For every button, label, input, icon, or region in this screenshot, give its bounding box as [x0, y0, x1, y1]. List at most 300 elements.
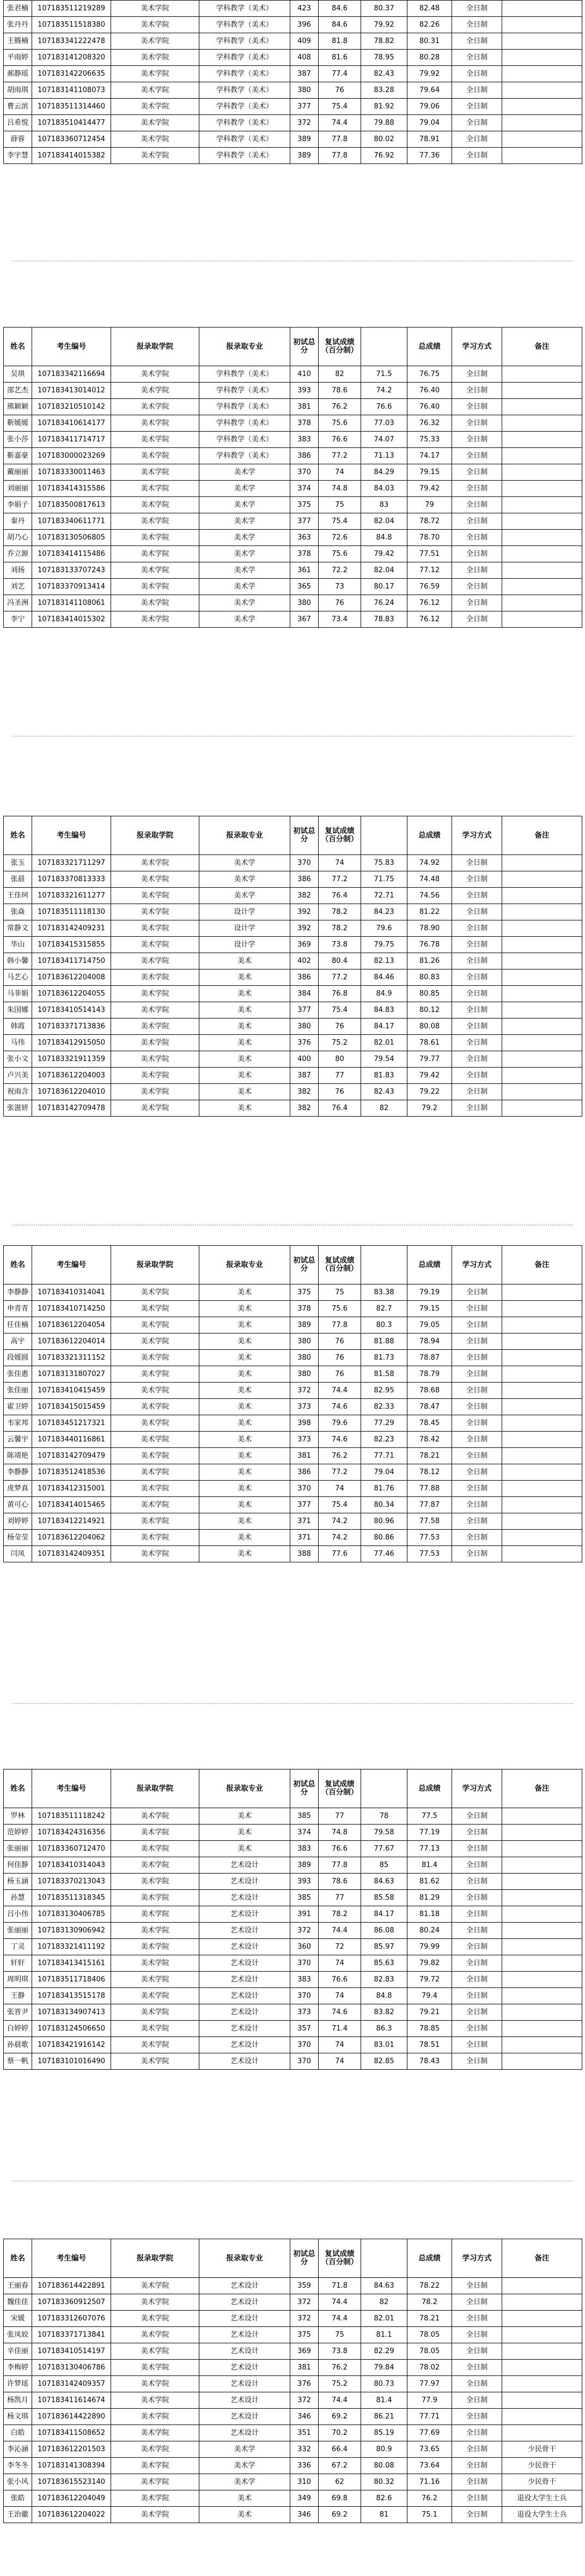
table-cell: 靳嘉豪: [4, 448, 32, 464]
table-row: [4, 953, 582, 969]
table-cell: 全日制: [452, 937, 502, 953]
table-cell: [502, 2021, 582, 2037]
table-cell: 77.8: [319, 1857, 361, 1874]
table-cell: 美术学: [199, 464, 290, 481]
table-cell: 78.45: [407, 1415, 452, 1432]
table-cell: 81: [361, 2507, 407, 2523]
score-table-section-3: [3, 816, 582, 1117]
table-cell: 378: [290, 415, 319, 432]
table-cell: 全日制: [452, 2425, 502, 2441]
table-cell: 77.19: [407, 1825, 452, 1841]
table-cell: 少民骨干: [502, 2441, 582, 2458]
table-cell: 胡乃心: [4, 530, 32, 546]
table-cell: 全日制: [452, 1988, 502, 2004]
table-cell: 刘扬: [4, 562, 32, 579]
table-cell: 美术学院: [111, 2327, 199, 2343]
table-cell: 82.04: [361, 513, 407, 530]
table-cell: [502, 2053, 582, 2070]
table-cell: 杨凯月: [4, 2392, 32, 2409]
header-cell: 姓名: [4, 1769, 32, 1808]
table-row: [4, 1841, 582, 1857]
table-cell: 美术: [199, 1825, 290, 1841]
table-cell: 380: [290, 1334, 319, 1350]
score-table-section-6: [3, 2239, 582, 2523]
score-table-section-1: [3, 0, 582, 164]
table-cell: 107183130406785: [32, 1906, 111, 1923]
table-cell: 美术学院: [111, 2376, 199, 2392]
table-cell: 全日制: [452, 1100, 502, 1117]
header-cell: 总成绩: [407, 1769, 452, 1808]
table-cell: [502, 1, 582, 17]
table-cell: 370: [290, 464, 319, 481]
table-cell: 77: [319, 1068, 361, 1084]
table-cell: 107183130406786: [32, 2360, 111, 2376]
table-cell: 张玉: [4, 855, 32, 871]
table-cell: 82: [361, 1100, 407, 1117]
table-cell: 曹云滨: [4, 99, 32, 115]
table-cell: 美术学院: [111, 448, 199, 464]
table-cell: [502, 1890, 582, 1906]
table-cell: 74.4: [319, 115, 361, 131]
table-cell: 82.23: [361, 1432, 407, 1448]
table-row: [4, 2425, 582, 2441]
table-cell: 少民骨干: [502, 2458, 582, 2474]
table-cell: 107183360912507: [32, 2294, 111, 2311]
table-cell: 学科教学（美术）: [199, 366, 290, 383]
table-cell: 魏佳佳: [4, 2294, 32, 2311]
table-cell: [502, 1988, 582, 2004]
table-cell: 78.47: [407, 1399, 452, 1415]
table-cell: 107183612204003: [32, 1068, 111, 1084]
table-cell: 373: [290, 1432, 319, 1448]
table-cell: 学科教学（美术）: [199, 82, 290, 99]
table-cell: 范婷婷: [4, 1825, 32, 1841]
table-cell: 107183370913414: [32, 579, 111, 595]
table-cell: [502, 99, 582, 115]
table-cell: 79.54: [361, 1051, 407, 1068]
table-cell: 美术学院: [111, 1366, 199, 1383]
table-cell: 107183410614177: [32, 415, 111, 432]
table-cell: 美术学: [199, 2458, 290, 2474]
table-cell: 392: [290, 920, 319, 937]
table-cell: 78.90: [407, 920, 452, 937]
table-cell: [502, 481, 582, 497]
table-cell: 全日制: [452, 2458, 502, 2474]
table-cell: 376: [290, 2376, 319, 2392]
table-cell: 84.63: [361, 1874, 407, 1890]
table-cell: 71.75: [361, 871, 407, 888]
table-cell: 美术学院: [111, 2053, 199, 2070]
table-cell: 美术: [199, 1051, 290, 1068]
table-cell: 80.9: [361, 2441, 407, 2458]
table-cell: 美术学院: [111, 17, 199, 33]
table-cell: 艺术设计: [199, 1988, 290, 2004]
table-cell: 73.8: [319, 2343, 361, 2360]
table-cell: 全日制: [452, 1432, 502, 1448]
table-cell: 73.65: [407, 2441, 452, 2458]
table-cell: 张佳惠: [4, 1366, 32, 1383]
table-cell: 78.91: [407, 131, 452, 148]
table-cell: 美术学院: [111, 1448, 199, 1464]
table-cell: 76.8: [319, 986, 361, 1002]
table-cell: 393: [290, 383, 319, 399]
table-cell: 美术学院: [111, 399, 199, 415]
table-cell: 全日制: [452, 1002, 502, 1019]
table-cell: 77.71: [361, 1448, 407, 1464]
table-cell: 艺术设计: [199, 2294, 290, 2311]
table-cell: 美术学院: [111, 33, 199, 50]
table-cell: [502, 1415, 582, 1432]
header-cell: 复试成绩（百分制）: [319, 2239, 361, 2278]
table-cell: 107183371713841: [32, 2327, 111, 2343]
table-row: [4, 611, 582, 628]
table-cell: 107183511318345: [32, 1890, 111, 1906]
table-cell: 346: [290, 2507, 319, 2523]
table-cell: 83.38: [361, 1284, 407, 1301]
table-cell: 107183141308394: [32, 2458, 111, 2474]
table-cell: 74.17: [407, 448, 452, 464]
table-cell: 84.9: [361, 986, 407, 1002]
table-cell: 全日制: [452, 497, 502, 513]
table-cell: 美术学院: [111, 1988, 199, 2004]
table-cell: [502, 2278, 582, 2294]
table-cell: 孙慧: [4, 1890, 32, 1906]
table-cell: 美术学院: [111, 1084, 199, 1100]
table-cell: 77.2: [319, 969, 361, 986]
table-cell: 365: [290, 579, 319, 595]
table-cell: 77: [319, 1808, 361, 1825]
table-cell: 82: [319, 366, 361, 383]
table-cell: 85.19: [361, 2425, 407, 2441]
table-row: [4, 2409, 582, 2425]
table-cell: 韦家邦: [4, 1415, 32, 1432]
table-row: [4, 1955, 582, 1972]
table-cell: 78.6: [319, 383, 361, 399]
table-cell: 77.9: [407, 2392, 452, 2409]
table-cell: 全日制: [452, 366, 502, 383]
table-cell: 美术学院: [111, 1, 199, 17]
table-cell: 美术学院: [111, 383, 199, 399]
table-cell: 美术学院: [111, 904, 199, 920]
table-cell: 377: [290, 1497, 319, 1513]
table-row: [4, 2278, 582, 2294]
table-cell: 全日制: [452, 1513, 502, 1530]
table-cell: 374: [290, 1825, 319, 1841]
table-cell: 107183414015302: [32, 611, 111, 628]
table-cell: 371: [290, 1513, 319, 1530]
table-cell: 346: [290, 2409, 319, 2425]
table-cell: 艺术设计: [199, 2021, 290, 2037]
table-cell: 107183500817613: [32, 497, 111, 513]
table-cell: 全日制: [452, 1497, 502, 1513]
table-cell: 369: [290, 937, 319, 953]
table-row: [4, 383, 582, 399]
table-cell: [502, 1366, 582, 1383]
table-cell: 107183412315001: [32, 1481, 111, 1497]
table-cell: 78.2: [319, 904, 361, 920]
table-cell: [502, 1955, 582, 1972]
table-cell: 美术学: [199, 611, 290, 628]
table-cell: 79.58: [361, 1825, 407, 1841]
table-cell: 美术学院: [111, 530, 199, 546]
table-cell: 美术学: [199, 855, 290, 871]
table-cell: 艺术设计: [199, 2053, 290, 2070]
table-cell: 美术学院: [111, 1464, 199, 1481]
table-cell: [502, 969, 582, 986]
table-cell: 马菲娟: [4, 986, 32, 1002]
table-cell: 全日制: [452, 953, 502, 969]
table-cell: 76.6: [319, 432, 361, 448]
table-cell: 78.21: [407, 1448, 452, 1464]
table-cell: 全日制: [452, 399, 502, 415]
table-cell: 76.4: [319, 1100, 361, 1117]
table-cell: 107183411614674: [32, 2392, 111, 2409]
table-cell: 张丹丹: [4, 17, 32, 33]
table-cell: 84.8: [361, 1988, 407, 2004]
table-cell: 77.87: [407, 1497, 452, 1513]
table-cell: 85.97: [361, 1939, 407, 1955]
table-cell: 79.42: [407, 481, 452, 497]
table-row: [4, 1939, 582, 1955]
table-cell: 全日制: [452, 2507, 502, 2523]
table-cell: 全日制: [452, 2409, 502, 2425]
table-row: [4, 530, 582, 546]
table-cell: 80: [319, 1051, 361, 1068]
table-cell: [502, 2376, 582, 2392]
table-cell: 376: [290, 1035, 319, 1051]
header-cell: 考生编号: [32, 1769, 111, 1808]
table-cell: 388: [290, 1546, 319, 1562]
table-cell: 370: [290, 1955, 319, 1972]
table-cell: 83: [361, 497, 407, 513]
table-cell: 107183130506805: [32, 530, 111, 546]
table-cell: 107183414115486: [32, 546, 111, 562]
table-cell: 美术: [199, 1808, 290, 1825]
table-cell: 段媛圆: [4, 1350, 32, 1366]
table-cell: [502, 366, 582, 383]
table-cell: 79.92: [361, 17, 407, 33]
table-cell: 77.13: [407, 1841, 452, 1857]
table-cell: 107183341222478: [32, 33, 111, 50]
table-cell: 美术学院: [111, 1530, 199, 1546]
table-cell: 冯圣洲: [4, 595, 32, 611]
table-cell: 全日制: [452, 1035, 502, 1051]
table-cell: [502, 1841, 582, 1857]
table-row: [4, 464, 582, 481]
header-cell: 备注: [502, 1769, 582, 1808]
table-cell: 75.6: [319, 415, 361, 432]
table-cell: 全日制: [452, 2343, 502, 2360]
table-cell: 全日制: [452, 33, 502, 50]
table-cell: 美术: [199, 1399, 290, 1415]
table-cell: 美术学院: [111, 1481, 199, 1497]
table-cell: 373: [290, 2004, 319, 2021]
table-cell: 美术学院: [111, 969, 199, 986]
table-cell: [502, 1513, 582, 1530]
table-cell: 107183142409231: [32, 920, 111, 937]
table-row: [4, 1857, 582, 1874]
table-cell: 382: [290, 1084, 319, 1100]
table-cell: 艺术设计: [199, 1923, 290, 1939]
table-cell: 李宇慧: [4, 148, 32, 164]
table-cell: 学科教学（美术）: [199, 383, 290, 399]
table-row: [4, 1284, 582, 1301]
table-cell: 78.68: [407, 1383, 452, 1399]
table-cell: 全日制: [452, 464, 502, 481]
table-cell: 107183421916142: [32, 2037, 111, 2053]
table-cell: 80.08: [407, 1019, 452, 1035]
table-cell: [502, 33, 582, 50]
table-cell: 71.8: [319, 2278, 361, 2294]
table-cell: 71.5: [361, 366, 407, 383]
table-cell: 美术: [199, 969, 290, 986]
table-cell: 美术学院: [111, 481, 199, 497]
table-cell: 107183612204008: [32, 969, 111, 986]
table-cell: 107183134907413: [32, 2004, 111, 2021]
table-cell: 美术学院: [111, 2037, 199, 2053]
table-cell: 75.2: [319, 1035, 361, 1051]
table-cell: 学科教学（美术）: [199, 1, 290, 17]
table-cell: 闫凤: [4, 1546, 32, 1562]
table-cell: 82.13: [361, 953, 407, 969]
score-table-section-2: [3, 327, 582, 628]
table-cell: [502, 904, 582, 920]
table-cell: 107183142709479: [32, 1448, 111, 1464]
table-cell: 107183612201503: [32, 2441, 111, 2458]
table-cell: 美术学院: [111, 1857, 199, 1874]
table-cell: 79.15: [407, 464, 452, 481]
header-cell: 考生编号: [32, 1246, 111, 1284]
table-cell: 378: [290, 1301, 319, 1317]
table-row: [4, 1874, 582, 1890]
table-cell: 385: [290, 1808, 319, 1825]
table-cell: 79.4: [407, 1988, 452, 2004]
table-cell: 艺术设计: [199, 1972, 290, 1988]
table-cell: 78.51: [407, 2037, 452, 2053]
header-cell-retest-weighted: [361, 1769, 407, 1808]
header-cell: 初试总分: [290, 1769, 319, 1808]
table-cell: 退役大学生士兵: [502, 2507, 582, 2523]
table-cell: 76: [319, 1019, 361, 1035]
table-cell: [502, 1035, 582, 1051]
table-cell: [502, 1100, 582, 1117]
table-cell: [502, 937, 582, 953]
table-cell: 83.28: [361, 82, 407, 99]
table-cell: 107183410415459: [32, 1383, 111, 1399]
table-cell: 69.2: [319, 2409, 361, 2425]
table-cell: 全日制: [452, 2441, 502, 2458]
table-cell: 372: [290, 1383, 319, 1399]
table-cell: 美术学院: [111, 937, 199, 953]
table-cell: 设计学: [199, 904, 290, 920]
table-cell: 全日制: [452, 99, 502, 115]
table-cell: 107183141108073: [32, 82, 111, 99]
table-cell: 全日制: [452, 1284, 502, 1301]
table-cell: 美术学院: [111, 1383, 199, 1399]
table-cell: 107183511118130: [32, 904, 111, 920]
table-cell: 艺术设计: [199, 2425, 290, 2441]
table-row: [4, 1464, 582, 1481]
table-cell: 78.43: [407, 2053, 452, 2070]
table-cell: 107183342116694: [32, 366, 111, 383]
table-cell: 71.16: [407, 2474, 452, 2490]
table-cell: 美术学院: [111, 131, 199, 148]
table-row: [4, 855, 582, 871]
table-cell: 美术: [199, 953, 290, 969]
table-cell: 107183141108061: [32, 595, 111, 611]
table-cell: 美术学院: [111, 66, 199, 82]
table-row: [4, 432, 582, 448]
table-row: [4, 1019, 582, 1035]
table-cell: [502, 1019, 582, 1035]
table-cell: 张小文: [4, 1051, 32, 1068]
table-cell: [502, 131, 582, 148]
table-cell: 74.4: [319, 1383, 361, 1399]
table-cell: 李静静: [4, 1464, 32, 1481]
table-cell: 美术: [199, 1284, 290, 1301]
table-cell: 107183612204010: [32, 1084, 111, 1100]
table-cell: 75.4: [319, 513, 361, 530]
table-cell: 84.46: [361, 969, 407, 986]
table-cell: 79.2: [407, 1100, 452, 1117]
table-cell: 美术: [199, 1546, 290, 1562]
table-cell: 72.6: [319, 530, 361, 546]
table-cell: 美术学院: [111, 2409, 199, 2425]
table-cell: 107183142409351: [32, 1546, 111, 1562]
table-cell: 74.2: [361, 383, 407, 399]
table-cell: 卢兴美: [4, 1068, 32, 1084]
table-cell: 377: [290, 99, 319, 115]
table-row: [4, 904, 582, 920]
table-cell: 美术学院: [111, 1841, 199, 1857]
page-divider: [12, 736, 573, 737]
table-cell: 74.2: [319, 1513, 361, 1530]
score-table: [3, 1769, 582, 2070]
table-cell: 美术: [199, 1019, 290, 1035]
table-cell: 82.33: [361, 1399, 407, 1415]
table-cell: 310: [290, 2474, 319, 2490]
table-cell: 107183415015459: [32, 1399, 111, 1415]
table-cell: 75.6: [319, 1301, 361, 1317]
table-cell: 82.6: [361, 2490, 407, 2507]
table-cell: 全日制: [452, 2327, 502, 2343]
table-cell: 设计学: [199, 920, 290, 937]
table-cell: [502, 448, 582, 464]
table-cell: 107183130906942: [32, 1923, 111, 1939]
table-cell: 79.77: [407, 1051, 452, 1068]
table-cell: 全日制: [452, 2004, 502, 2021]
header-cell-retest-weighted: [361, 816, 407, 855]
table-cell: [502, 595, 582, 611]
header-cell: 复试成绩（百分制）: [319, 1769, 361, 1808]
table-cell: 吕希悦: [4, 115, 32, 131]
table-cell: [502, 1857, 582, 1874]
table-cell: 82.43: [361, 66, 407, 82]
table-cell: 78.79: [407, 1366, 452, 1383]
table-cell: 107183413415161: [32, 1955, 111, 1972]
table-cell: 全日制: [452, 415, 502, 432]
table-cell: 79.64: [407, 82, 452, 99]
table-cell: 82.7: [361, 1301, 407, 1317]
table-cell: 80.12: [407, 1002, 452, 1019]
table-cell: 79.19: [407, 1284, 452, 1301]
table-row: [4, 17, 582, 33]
table-cell: 107183510414477: [32, 115, 111, 131]
table-cell: 杨文琪: [4, 2409, 32, 2425]
table-cell: 72: [319, 1939, 361, 1955]
table-cell: 382: [290, 888, 319, 904]
table-cell: 80.28: [407, 50, 452, 66]
